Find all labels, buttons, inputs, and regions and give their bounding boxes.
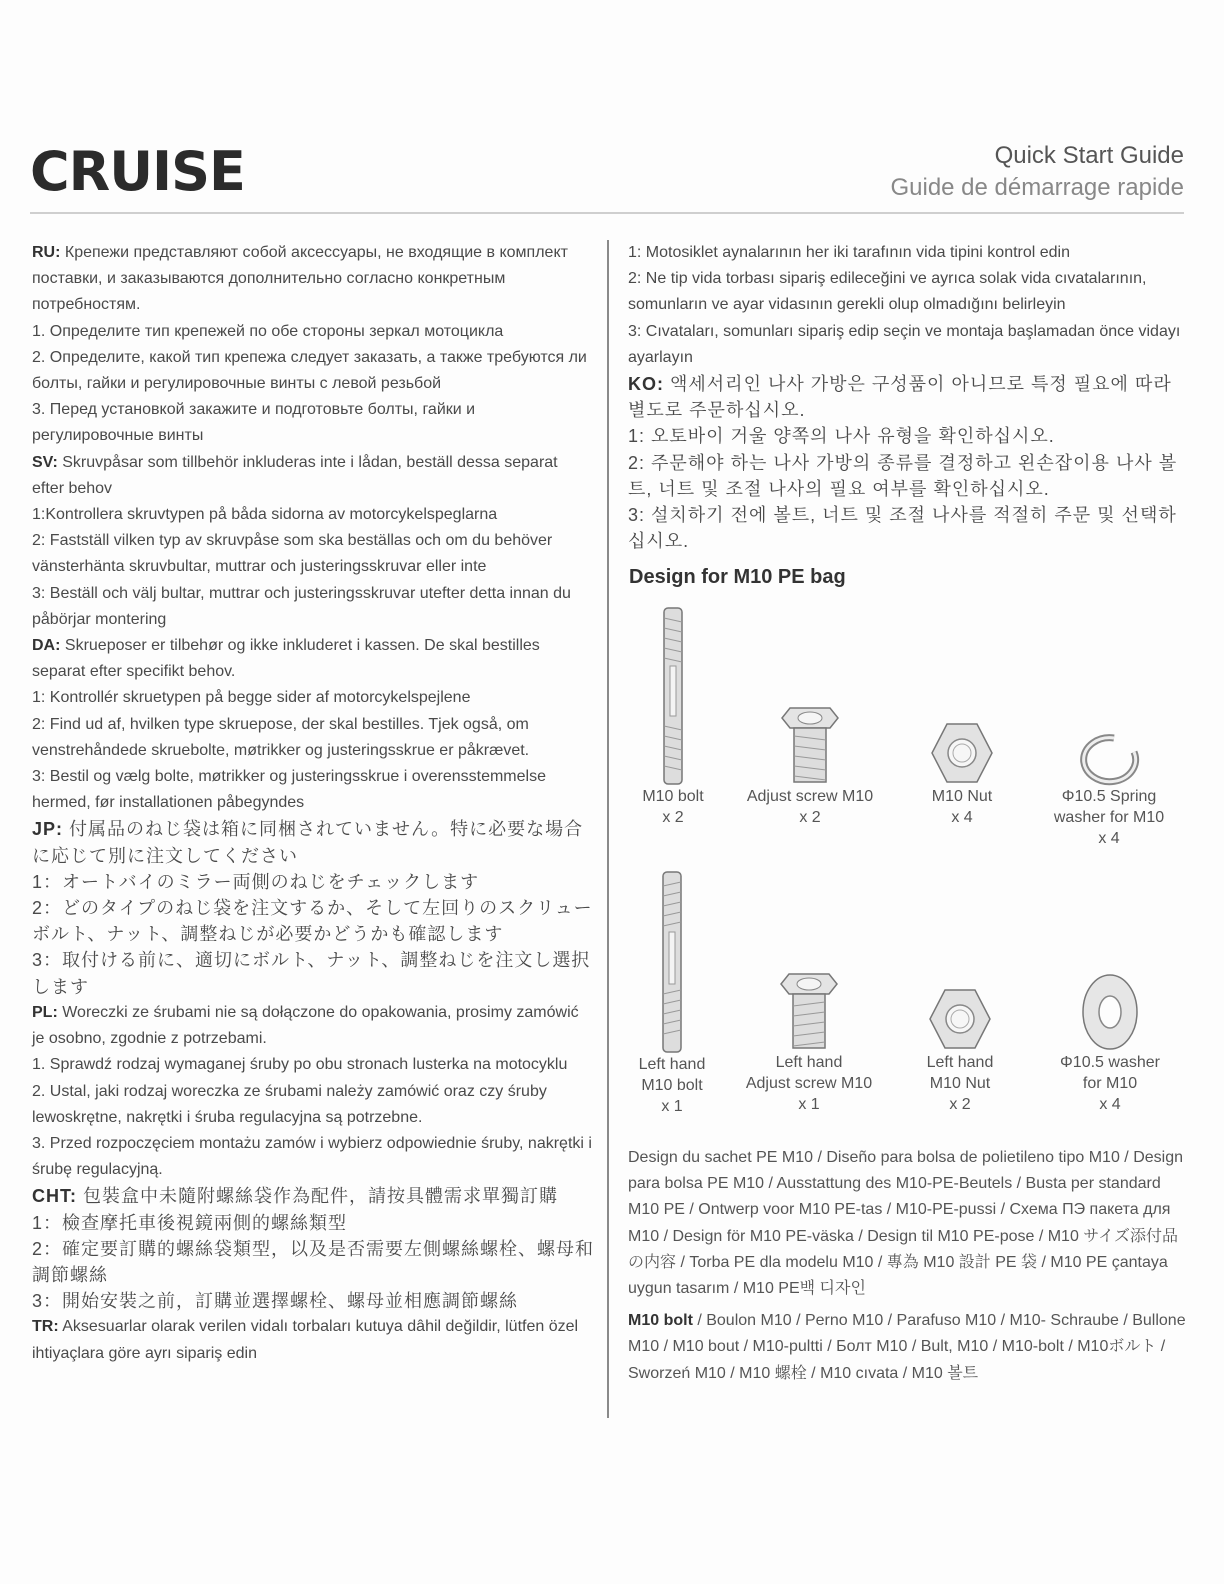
guide-title-en: Quick Start Guide	[994, 142, 1184, 169]
part-label: Φ10.5 Spring	[1061, 788, 1157, 805]
part-label: M10 bolt	[642, 788, 704, 805]
jp-step-3: 3：取付ける前に、適切にボルト、ナット、調整ねじを注文し選択します	[32, 950, 591, 997]
part-label-2: M10 Nut	[929, 1075, 991, 1092]
column-divider	[607, 240, 609, 1418]
part-label-2: for M10	[1082, 1075, 1138, 1092]
cht-step-2: 2：確定要訂購的螺絲袋類型，以及是否需要左側螺絲螺栓、螺母和調節螺絲	[32, 1238, 595, 1285]
part-qty: x 2	[799, 809, 821, 826]
adjust-screw-icon	[780, 704, 840, 786]
guide-title-fr: Guide de démarrage rapide	[890, 174, 1184, 201]
part-qty: x 4	[1099, 1096, 1121, 1113]
right-column	[628, 240, 1188, 554]
ru-intro: RU: Крепежи представляют собой аксессуары, не входящие в комплект поставки, и заказываются дополнительно согласно конкретным потребностям.	[32, 244, 568, 314]
sv-step-1: 1:Kontrollera skruvtypen på båda sidorna av motorcykelspeglarna	[32, 506, 498, 524]
pl-step-3: 3. Przed rozpoczęciem montażu zamów i wybierz odpowiednie śruby, nakrętki i śrubę regulacyjną.	[32, 1134, 592, 1179]
ko-step-2: 2: 주문해야 하는 나사 가방의 종류를 결정하고 왼손잡이용 나사 볼트, 너트 및 조절 나사의 필요 여부를 확인하십시오.	[628, 452, 1178, 499]
pl-step-2: 2. Ustal, jaki rodzaj woreczka ze śrubami należy zamówić oraz czy śruby lewoskrętne, nakrętki i śruba regulacyjna są potrzebne.	[32, 1082, 547, 1126]
ru-step-3: 3. Перед установкой закажите и подготовьте болты, гайки и регулировочные винты	[32, 401, 476, 445]
tr-intro: TR: Aksesuarlar olarak verilen vidalı torbaları kutuya dâhil değildir, lütfen özel ihtiyaçlara göre ayrı sipariş edin	[32, 1318, 579, 1362]
left-hand-nut-icon	[927, 986, 993, 1052]
sv-intro: SV: Skruvpåsar som tillbehör inkluderas inte i lådan, beställ dessa separat efter behov	[32, 453, 558, 497]
part-label: Left hand	[638, 1056, 706, 1073]
part-left-hand-bolt	[622, 870, 722, 1117]
left-hand-bolt-icon	[656, 870, 688, 1054]
tr-step-3: 3: Cıvataları, somunları sipariş edip seçin ve montaja başlamadan önce vidayı ayarlayın	[628, 322, 1181, 366]
cht-intro: CHT: 包裝盒中未隨附螺絲袋作為配件，請按具體需求單獨訂購	[32, 1186, 559, 1207]
pl-step-1: 1. Sprawdź rodzaj wymaganej śruby po obu stronach lusterka na motocyklu	[32, 1056, 568, 1074]
part-label-2: Adjust screw M10	[745, 1075, 873, 1092]
sv-step-3: 3: Beställ och välj bultar, muttrar och justeringsskruvar utefter detta innan du påbörjar montering	[32, 584, 571, 628]
left-hand-adjust-screw-icon	[779, 970, 839, 1052]
part-qty: x 4	[951, 809, 973, 826]
design-translations: Design du sachet PE M10 / Diseño para bolsa de polietileno tipo M10 / Design para bolsa PE M10 / Ausstattung des M10-PE-Beutels / Busta per standard M10 PE / Ontwerp voor M10 PE-tas / M10-PE-pussi / Схема ПЭ пакета для M10 / Design för M10 PE-väska / Design til M10 PE-pose / M10 サイズ添付品の内容 / Torba PE dla modelu M10 / 專為 M10 設計 PE 袋 / M10 PE çantaya uygun tasarım / M10 PE백 디자인	[628, 1149, 1183, 1298]
nut-icon	[929, 720, 995, 786]
part-m10-bolt	[632, 606, 714, 828]
part-label: M10 Nut	[931, 788, 993, 805]
ko-step-3: 3: 설치하기 전에 볼트, 너트 및 조절 나사를 적절히 주문 및 선택하십시오.	[628, 505, 1177, 552]
brand-logo: CRUISE	[30, 140, 245, 203]
part-label-2: M10 bolt	[641, 1077, 703, 1094]
left-column	[32, 240, 594, 1367]
part-spring-washer	[1038, 730, 1180, 849]
part-label: Φ10.5 washer	[1060, 1054, 1160, 1071]
da-step-3: 3: Bestil og vælg bolte, møtrikker og justeringsskrue i overensstemmelse hermed, før installationen påbegyndes	[32, 768, 546, 812]
ko-step-1: 1: 오토바이 거울 양쪽의 나사 유형을 확인하십시오.	[628, 426, 1055, 447]
part-left-hand-nut	[910, 986, 1010, 1115]
guide-title	[890, 142, 1184, 202]
part-label: Left hand	[926, 1054, 994, 1071]
bolt-translations: M10 bolt / Boulon M10 / Perno M10 / Parafuso M10 / M10- Schraube / Bullone M10 / M10 bout / M10-pultti / Болт M10 / Bult, M10 / M10-bolt / M10ボルト / Sworzeń M10 / M10 螺栓 / M10 cıvata / M10 볼트	[628, 1312, 1186, 1382]
ko-intro: KO: 액세서리인 나사 가방은 구성품이 아니므로 특정 필요에 따라 별도로 주문하십시오.	[628, 374, 1172, 421]
cht-step-3: 3：開始安裝之前，訂購並選擇螺栓、螺母並相應調節螺絲	[32, 1291, 519, 1312]
part-label: Left hand	[775, 1054, 843, 1071]
part-qty: x 2	[662, 809, 684, 826]
part-adjust-screw	[736, 704, 884, 828]
header-rule	[30, 212, 1184, 214]
cht-step-1: 1：檢查摩托車後視鏡兩側的螺絲類型	[32, 1212, 348, 1233]
part-washer	[1040, 972, 1180, 1115]
design-title: Design for M10 PE bag	[629, 566, 846, 588]
bolt-icon	[658, 606, 688, 786]
da-intro: DA: Skrueposer er tilbehør og ikke inkluderet i kassen. De skal bestilles separat efter specifikt behov.	[32, 637, 540, 681]
tr-step-1: 1: Motosiklet aynalarının her iki tarafının vida tipini kontrol edin	[628, 244, 1071, 261]
part-m10-nut	[912, 720, 1012, 828]
jp-step-1: 1：オートバイのミラー両側のねじをチェックします	[32, 871, 480, 892]
da-step-1: 1: Kontrollér skruetypen på begge sider af motorcykelspejlene	[32, 689, 471, 707]
part-qty: x 1	[661, 1098, 683, 1115]
part-qty: x 1	[798, 1096, 820, 1113]
part-qty: x 4	[1098, 830, 1120, 847]
da-step-2: 2: Find ud af, hvilken type skruepose, der skal bestilles. Tjek også, om venstrehåndede skruebolte, møtrikker og justeringsskrue er påkrævet.	[32, 715, 530, 759]
translations-block	[628, 1145, 1188, 1393]
part-left-hand-adjust-screw	[734, 970, 884, 1115]
washer-icon	[1079, 972, 1141, 1052]
spring-washer-icon	[1074, 730, 1144, 786]
part-label: Adjust screw M10	[746, 788, 874, 805]
sv-step-2: 2: Fastställ vilken typ av skruvpåse som ska beställas och om du behöver vänsterhänta skruvbultar, muttrar och justeringsskruvar eller inte	[32, 532, 553, 576]
part-qty: x 2	[949, 1096, 971, 1113]
pl-intro: PL: Woreczki ze śrubami nie są dołączone do opakowania, prosimy zamówić je osobno, zgodnie z potrzebami.	[32, 1003, 579, 1048]
tr-step-2: 2: Ne tip vida torbası sipariş edileceğini ve ayrıca solak vida cıvatalarının, somunların ve ayar vidasının gerekli olup olmadığını belirleyin	[628, 270, 1147, 314]
jp-step-2: 2：どのタイプのねじ袋を注文するか、そして左回りのスクリューボルト、ナット、調整ねじが必要かどうかも確認します	[32, 898, 593, 945]
ru-step-2: 2. Определите, какой тип крепежа следует заказать, а также требуются ли болты, гайки и регулировочные винты с левой резьбой	[32, 348, 587, 393]
jp-intro: JP: 付属品のねじ袋は箱に同梱されていません。特に必要な場合に応じて別に注文してください	[32, 819, 584, 866]
ru-step-1: 1. Определите тип крепежей по обе стороны зеркал мотоцикла	[32, 322, 504, 340]
part-label-2: washer for M10	[1053, 809, 1165, 826]
